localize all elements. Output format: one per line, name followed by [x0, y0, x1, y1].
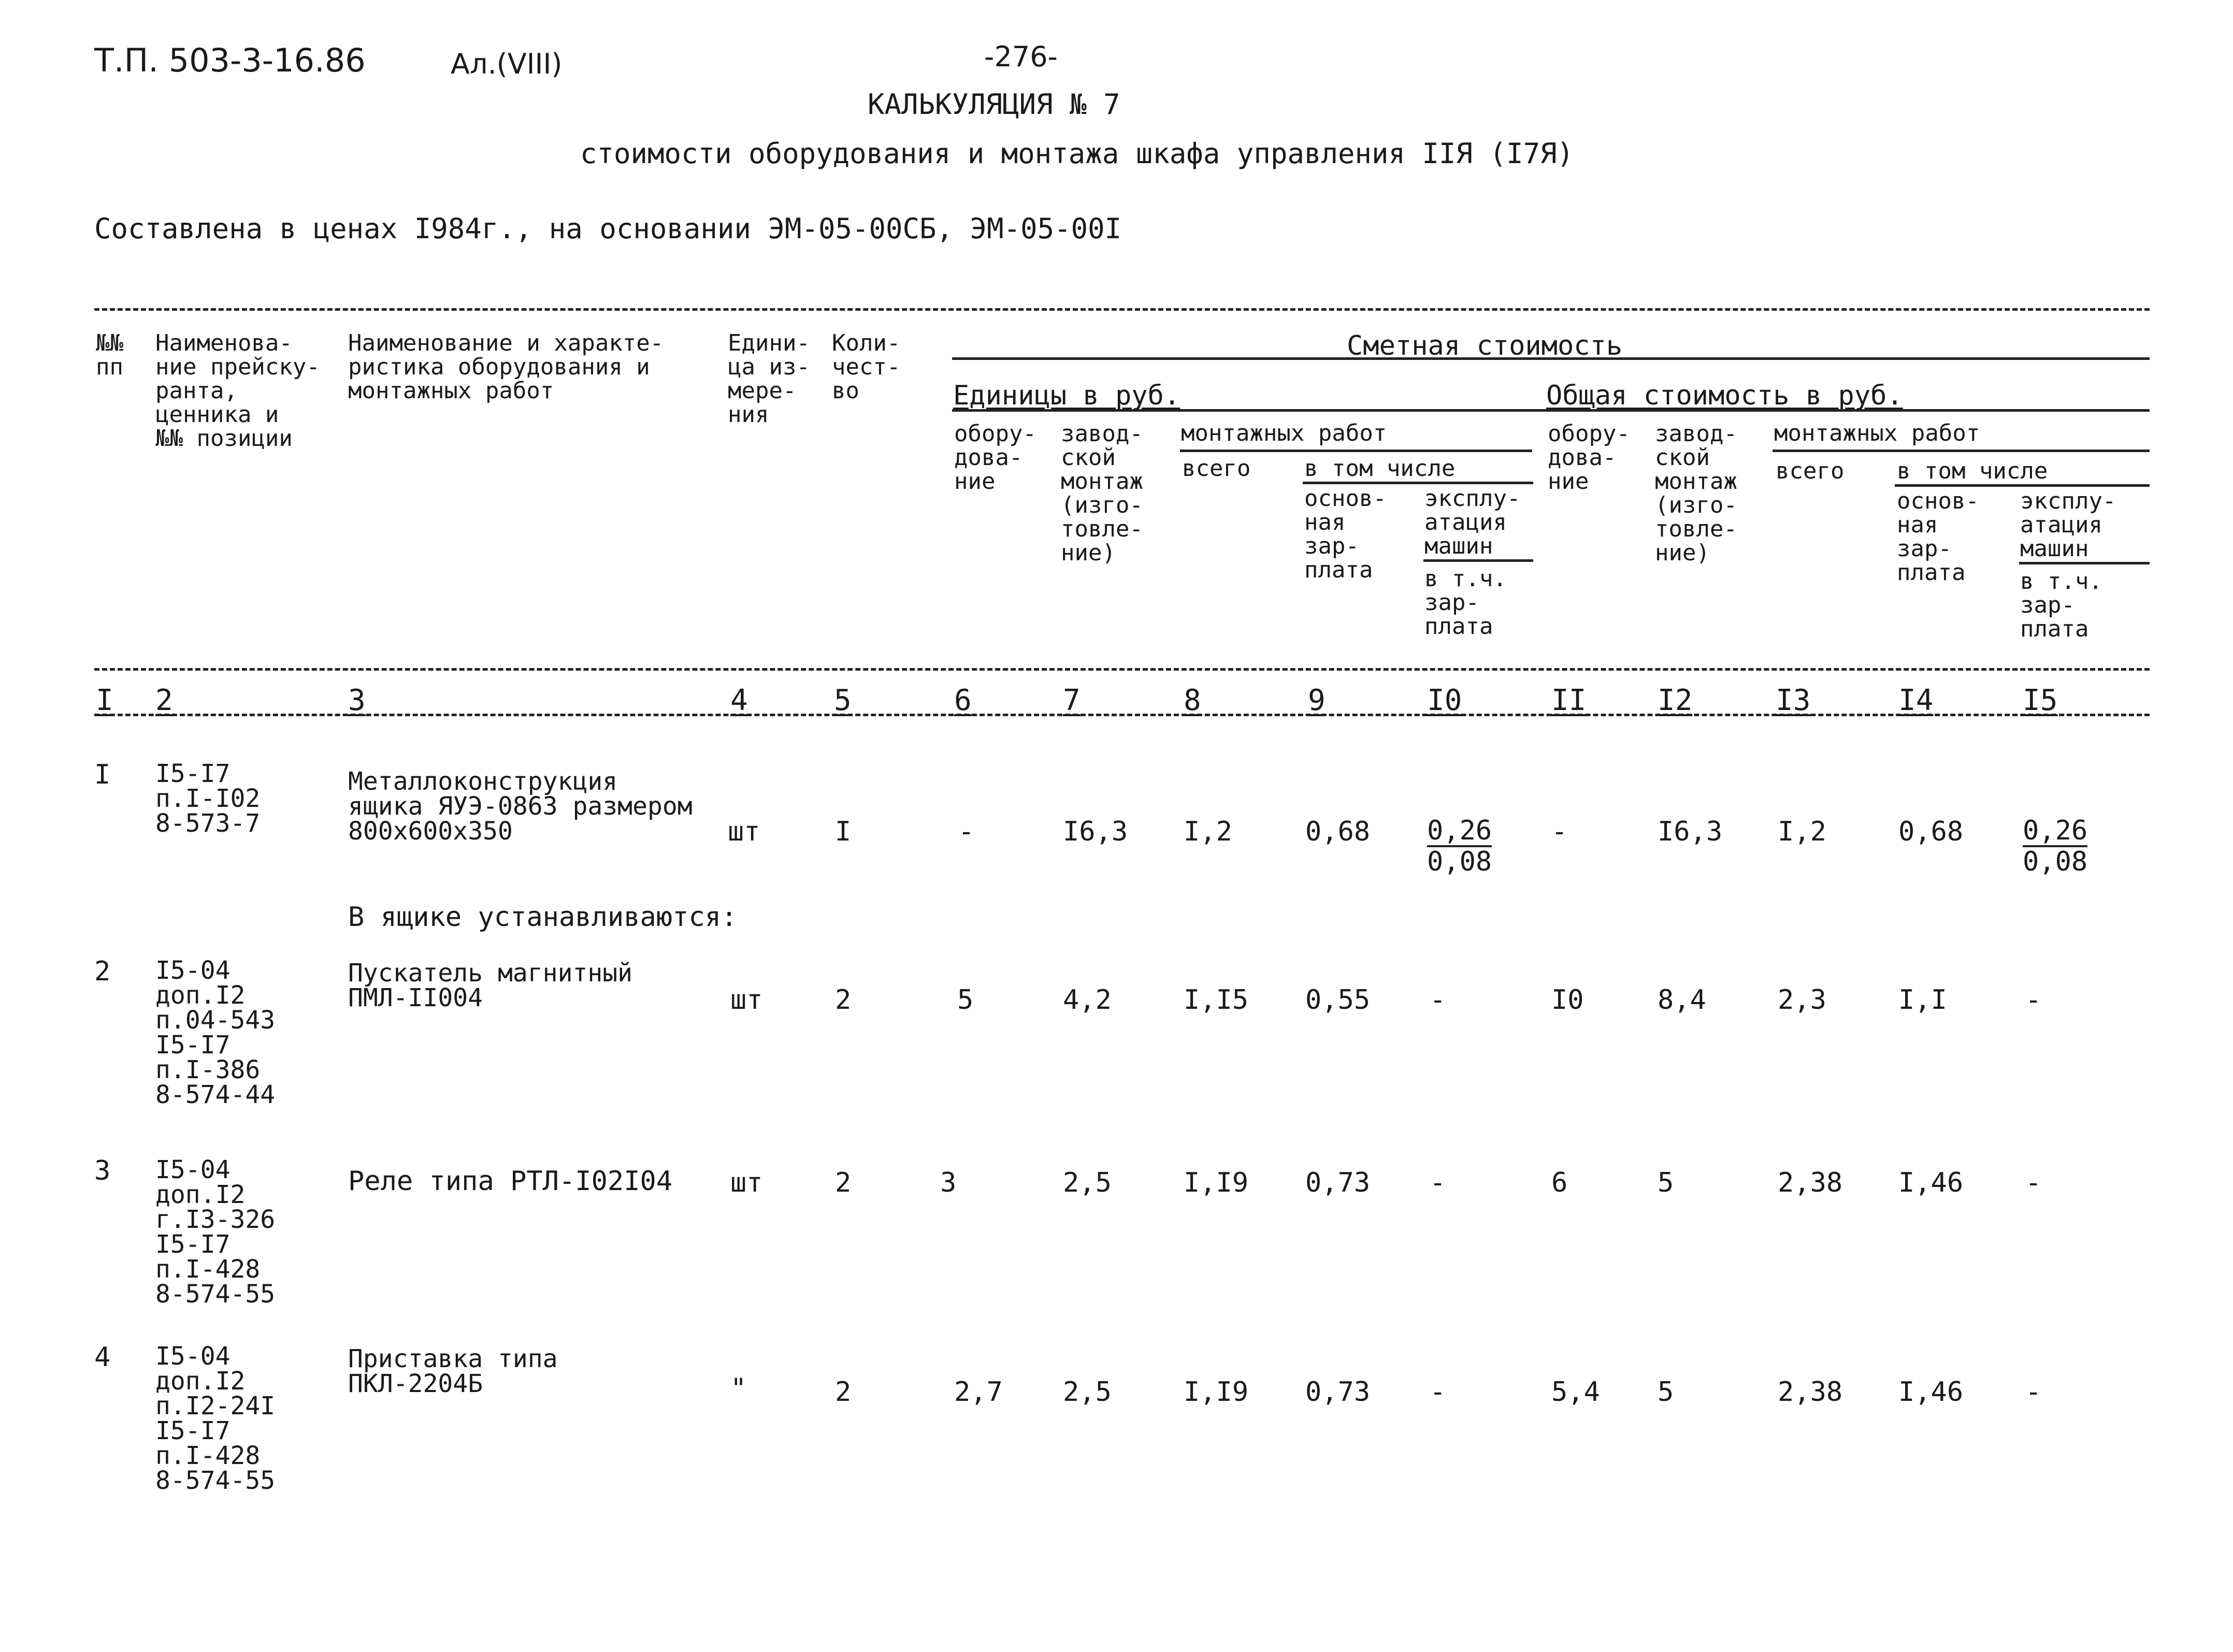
row-c9: 0,55: [1305, 984, 1371, 1016]
row-c10: -: [1430, 984, 1446, 1016]
row-name: Реле типа РТЛ-I02I04: [348, 1166, 673, 1197]
header-top-rule: [94, 308, 2150, 311]
header-col-no: №№ пп: [96, 330, 123, 380]
row-no: 2: [94, 956, 111, 987]
header-unit-including: в том числе: [1304, 455, 1456, 482]
row-unit: ": [730, 1373, 747, 1404]
row-c10: [1427, 817, 1492, 875]
colnum-12: I2: [1658, 684, 1693, 717]
colnum-14: I4: [1898, 684, 1934, 717]
header-unit-incl-rule: [1303, 482, 1533, 484]
row-c14: I,I: [1898, 984, 1947, 1016]
header-total-factory: завод- ской монтаж (изго- товле- ние): [1655, 421, 1737, 566]
header-unit-installation: монтажных работ: [1181, 420, 1387, 446]
colnum-bottom-rule: [94, 714, 2150, 716]
row-ref: I5-04 доп.I2 п.I2-24I I5-I7 п.I-428 8-574-55: [155, 1342, 276, 1495]
header-total-equipment: обору- дова- ние: [1548, 421, 1630, 495]
header-rule-1: [952, 357, 2150, 360]
colnum-10: I0: [1427, 684, 1462, 717]
header-unit-rub: Единицы в руб.: [953, 380, 1180, 411]
row-ref: I5-04 доп.I2 г.I3-326 I5-I7 п.I-428 8-574-55: [155, 1155, 276, 1309]
colnum-9: 9: [1308, 684, 1326, 717]
basis-note: Составлена в ценах I984г., на основании ЭМ-05-00СБ, ЭМ-05-00I: [94, 212, 1122, 245]
colnum-2: 2: [155, 684, 173, 717]
row-c11: -: [1551, 816, 1568, 847]
row-c7: I6,3: [1063, 816, 1128, 847]
header-total-incl-wage: в т.ч. зар- плата: [2020, 568, 2102, 642]
row-c12: 5: [1658, 1376, 1674, 1408]
header-total-incl-rule: [1895, 484, 2150, 487]
row-c10-num: 0,26: [1427, 815, 1492, 846]
header-bottom-rule: [94, 668, 2150, 671]
row-qty: 2: [835, 984, 852, 1016]
row-ref: I5-04 доп.I2 п.04-543 I5-I7 п.I-386 8-574-44: [155, 956, 276, 1109]
row-c11: 5,4: [1551, 1376, 1600, 1408]
row-c13: 2,38: [1778, 1167, 1843, 1198]
row-c13: I,2: [1778, 816, 1826, 847]
row-c6: 5: [957, 984, 974, 1016]
row-c7: 2,5: [1063, 1167, 1112, 1198]
doc-code: Т.П. 503-3-16.86: [94, 41, 366, 79]
header-unit-total: всего: [1182, 455, 1251, 482]
row-c10: -: [1430, 1376, 1446, 1408]
row-qty: 2: [835, 1376, 852, 1408]
colnum-8: 8: [1184, 684, 1201, 717]
colnum-7: 7: [1063, 684, 1081, 717]
box-note: В ящике устанавливаются:: [348, 902, 738, 933]
header-total-including: в том числе: [1897, 458, 2048, 484]
header-total-machines: эксплу- атация машин: [2020, 488, 2116, 562]
header-total-rub: Общая стоимость в руб.: [1546, 380, 1903, 411]
row-c13: 2,3: [1778, 984, 1826, 1016]
header-unit-base-wage: основ- ная зар- плата: [1304, 485, 1387, 583]
header-total-mach-rule: [2019, 562, 2150, 564]
row-c10: -: [1430, 1167, 1446, 1198]
row-c15-num: 0,26: [2023, 815, 2088, 846]
row-c14: 0,68: [1898, 816, 1964, 847]
row-c7: 4,2: [1063, 984, 1112, 1016]
header-unit-incl-wage: в т.ч. зар- плата: [1424, 566, 1507, 640]
row-c15-den: 0,08: [2023, 846, 2088, 877]
header-total-total: всего: [1776, 458, 1845, 484]
row-c10-den: 0,08: [1427, 846, 1492, 877]
row-unit: шт: [730, 1167, 763, 1198]
row-c15: -: [2025, 984, 2042, 1016]
header-unit-machines: эксплу- атация машин: [1424, 485, 1521, 559]
header-col-qty: Коли- чест- во: [832, 330, 901, 404]
row-c7: 2,5: [1063, 1376, 1112, 1408]
header-col-unit: Едини- ца из- мере- ния: [728, 330, 810, 428]
colnum-11: II: [1551, 684, 1587, 717]
album-label: Ал.(VIII): [451, 48, 563, 80]
row-no: 4: [94, 1342, 111, 1373]
row-c9: 0,73: [1305, 1167, 1371, 1198]
page-number: -276-: [984, 40, 1058, 73]
row-c8: I,I9: [1184, 1376, 1249, 1408]
row-name: Приставка типа ПКЛ-2204Б: [348, 1344, 558, 1398]
row-c13: 2,38: [1778, 1376, 1843, 1408]
colnum-4: 4: [730, 684, 748, 717]
row-unit: шт: [730, 984, 763, 1016]
row-c6: -: [958, 816, 975, 847]
row-no: 3: [94, 1155, 111, 1186]
row-unit: шт: [728, 816, 760, 847]
row-c12: 8,4: [1658, 984, 1706, 1016]
header-col-name: Наименование и характе- ристика оборудования и монтажных работ: [348, 330, 664, 404]
colnum-15: I5: [2023, 684, 2058, 717]
header-unit-mach-rule: [1423, 559, 1533, 562]
row-c6: 2,7: [954, 1376, 1003, 1408]
row-c6: 3: [940, 1167, 957, 1198]
row-c8: I,I5: [1184, 984, 1249, 1016]
row-no: I: [94, 759, 111, 790]
colnum-13: I3: [1776, 684, 1811, 717]
row-name: Пускатель магнитный ПМЛ-II004: [348, 959, 633, 1012]
row-c11: I0: [1551, 984, 1584, 1016]
row-c15: [2023, 817, 2087, 875]
colnum-5: 5: [834, 684, 852, 717]
row-c15: -: [2025, 1167, 2042, 1198]
header-col-ref: Наименова- ние прейску- ранта, ценника и №№ позиции: [155, 330, 320, 452]
header-total-base-wage: основ- ная зар- плата: [1897, 488, 1979, 586]
row-c11: 6: [1551, 1167, 1568, 1198]
header-estimated-cost: Сметная стоимость: [1347, 330, 1623, 361]
row-ref: I5-I7 п.I-I02 8-573-7: [155, 759, 261, 838]
row-c8: I,I9: [1184, 1167, 1249, 1198]
colnum-1: I: [96, 684, 113, 717]
colnum-6: 6: [954, 684, 972, 717]
row-c12: 5: [1658, 1167, 1674, 1198]
row-c15: -: [2025, 1376, 2042, 1408]
row-c9: 0,73: [1305, 1376, 1371, 1408]
header-total-inst-rule: [1773, 450, 2150, 452]
row-c12: I6,3: [1658, 816, 1723, 847]
row-c9: 0,68: [1305, 816, 1371, 847]
row-c14: I,46: [1898, 1376, 1964, 1408]
colnum-3: 3: [348, 684, 366, 717]
row-qty: 2: [835, 1167, 852, 1198]
header-unit-equipment: обору- дова- ние: [954, 421, 1036, 495]
header-rule-2: [952, 409, 2150, 412]
page-title: КАЛЬКУЛЯЦИЯ № 7: [868, 88, 1120, 121]
row-c8: I,2: [1184, 816, 1232, 847]
row-qty: I: [835, 816, 852, 847]
row-name: Металлоконструкция ящика ЯУЭ-0863 размером 800x600x350: [348, 767, 693, 846]
header-unit-factory: завод- ской монтаж (изго- товле- ние): [1061, 421, 1143, 566]
row-c14: I,46: [1898, 1167, 1964, 1198]
header-total-installation: монтажных работ: [1774, 420, 1980, 446]
page-subtitle: стоимости оборудования и монтажа шкафа управления IIЯ (I7Я): [580, 137, 1574, 170]
header-unit-inst-rule: [1180, 450, 1532, 452]
